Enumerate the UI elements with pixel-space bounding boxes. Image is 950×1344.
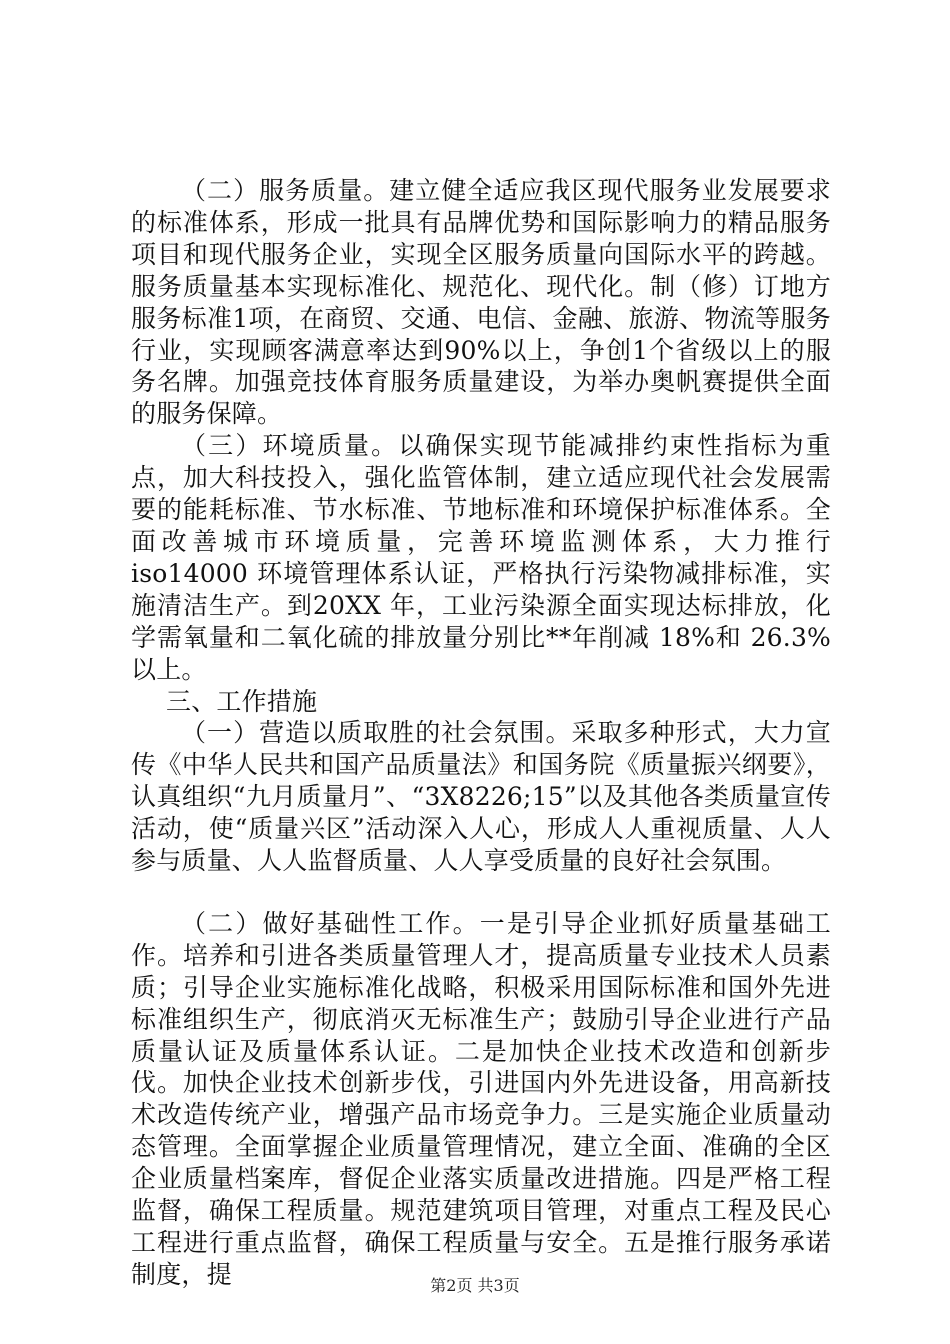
paragraph-environment-quality: （三）环境质量。以确保实现节能减排约束性指标为重点，加大科技投入，强化监管体制，建立适应现代社会发展需要的能耗标准、节水标准、节地标准和环境保护标准体系。全面改善城市环境质量，完善环境监测体系，大力推行 iso14000 环境管理体系认证，严格执行污染物减排标准，实施清洁生产。到20XX 年，工业污染源全面实现达标排放，化学需氧量和二氧化硫的排放量分别比**年削减 18%和 26.3%以上。 (131, 431, 831, 684)
paragraph-basic-work: （二）做好基础性工作。一是引导企业抓好质量基础工作。培养和引进各类质量管理人才，提高质量专业技术人员素质；引导企业实施标准化战略，积极采用国际标准和国外先进标准组织生产，彻底消灭无标准生产；鼓励引导企业进行产品质量认证及质量体系认证。二是加快企业技术改造和创新步伐。加快企业技术创新步伐，引进国内外先进设备，用高新技术改造传统产业，增强产品市场竞争力。三是实施企业质量动态管理。全面掌握企业质量管理情况，建立全面、准确的全区企业质量档案库，督促企业落实质量改进措施。四是严格工程监督，确保工程质量。规范建筑项目管理，对重点工程及民心工程进行重点监督，确保工程质量与安全。五是推行服务承诺制度，提 (131, 908, 831, 1289)
paragraph-service-quality: （二）服务质量。建立健全适应我区现代服务业发展要求的标准体系，形成一批具有品牌优势和国际影响力的精品服务项目和现代服务企业，实现全区服务质量向国际水平的跨越。服务质量基本实现标准化、规范化、现代化。制（修）订地方服务标准1项，在商贸、交通、电信、金融、旅游、物流等服务行业，实现顾客满意率达到90%以上，争创1个省级以上的服务名牌。加强竞技体育服务质量建设，为举办奥帆赛提供全面的服务保障。 (131, 176, 831, 429)
paragraph-social-atmosphere: （一）营造以质取胜的社会氛围。采取多种形式，大力宣传《中华人民共和国产品质量法》和国务院《质量振兴纲要》，认真组织“九月质量月”、“3X8226;15”以及其他各类质量宣传活动，使“质量兴区”活动深入人心，形成人人重视质量、人人参与质量、人人监督质量、人人享受质量的良好社会氛围。 (131, 718, 831, 876)
document-body (131, 175, 831, 1291)
page-footer: 第2页 共3页 (430, 1276, 520, 1295)
section-heading-measures: 三、工作措施 (166, 686, 318, 716)
